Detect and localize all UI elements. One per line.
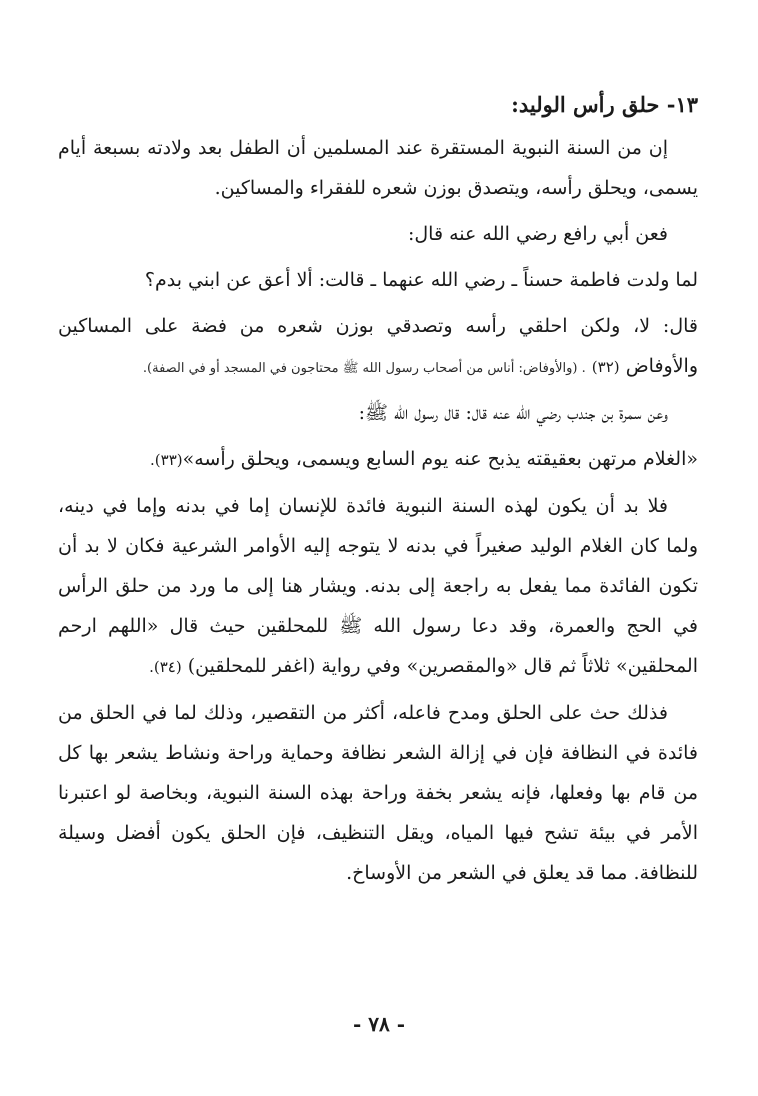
footnote-ref-32: (٣٢) [591, 358, 620, 376]
page-number: - ٧٨ - [352, 1012, 405, 1036]
explanatory-note: . (والأوفاض: أناس من أصحاب رسول الله ﷺ محتاجون في المسجد أو في الصفة). [142, 361, 586, 376]
paragraph-quote-1: لما ولدت فاطمة حسناً ـ رضي الله عنهما ـ قالت: ألا أعق عن ابني بدم؟ [144, 269, 698, 291]
paragraph-narration-2: وعن سمرة بن جندب رضي الله عنه قال: قال رسول الله ﷺ: [358, 402, 668, 424]
reply-text: قال: لا، ولكن احلقي رأسه وتصدقي بوزن شعره من فضة على المساكين والأوفاض [58, 315, 698, 377]
paragraph-conclusion: فذلك حث على الحلق ومدح فاعله، أكثر من التقصير، وذلك لما في الحلق من فائدة في النظافة فإن في إزالة الشعر نظافة وحماية وراحة ونشاط يشعر بها كل من قام بها وفعلها، فإنه يشعر بخفة وراحة بهذه السنة النبوية، وبخاصة لو اعتبرنا الأمر في بيئة تشح فيها المياه، ويقل التنظيف، فإن الحلق يكون أفضل وسيلة للنظافة. مما قد يعلق في الشعر من الأوساخ. [58, 702, 698, 884]
paragraph-hadith [58, 439, 698, 480]
paragraph-intro: إن من السنة النبوية المستقرة عند المسلمين أن الطفل بعد ولادته بسبعة أيام يسمى، ويحلق رأسه، ويتصدق بوزن شعره للفقراء والمساكين. [58, 137, 698, 199]
section-heading: ١٣- حلق رأس الوليد: [511, 92, 698, 117]
paragraph-explanation [58, 486, 698, 687]
hadith-text: «الغلام مرتهن بعقيقته يذبح عنه يوم السابع ويسمى، ويحلق رأسه» [182, 448, 698, 470]
footnote-ref-34: (٣٤). [149, 658, 182, 676]
page-body [58, 82, 698, 893]
explanation-text: فلا بد أن يكون لهذه السنة النبوية فائدة للإنسان إما في بدنه وإما في دينه، ولما كان الغلام الوليد صغيراً في بدنه لا يتوجه إليه الأوامر الشرعية فكان لا بد أن تكون الفائدة مما يفعل به راجعة إلى بدنه. ويشار هنا إلى ما ورد من حلق الرأس في الحج والعمرة، وقد دعا رسول الله ﷺ للمحلقين حيث قال «اللهم ارحم المحلقين» ثلاثاً ثم قال «والمقصرين» وفي رواية (اغفر للمحلقين) [58, 495, 698, 677]
footnote-ref-33: (٣٣). [150, 451, 183, 469]
paragraph-narration-1: فعن أبي رافع رضي الله عنه قال: [407, 223, 668, 245]
paragraph-reply [58, 306, 698, 387]
